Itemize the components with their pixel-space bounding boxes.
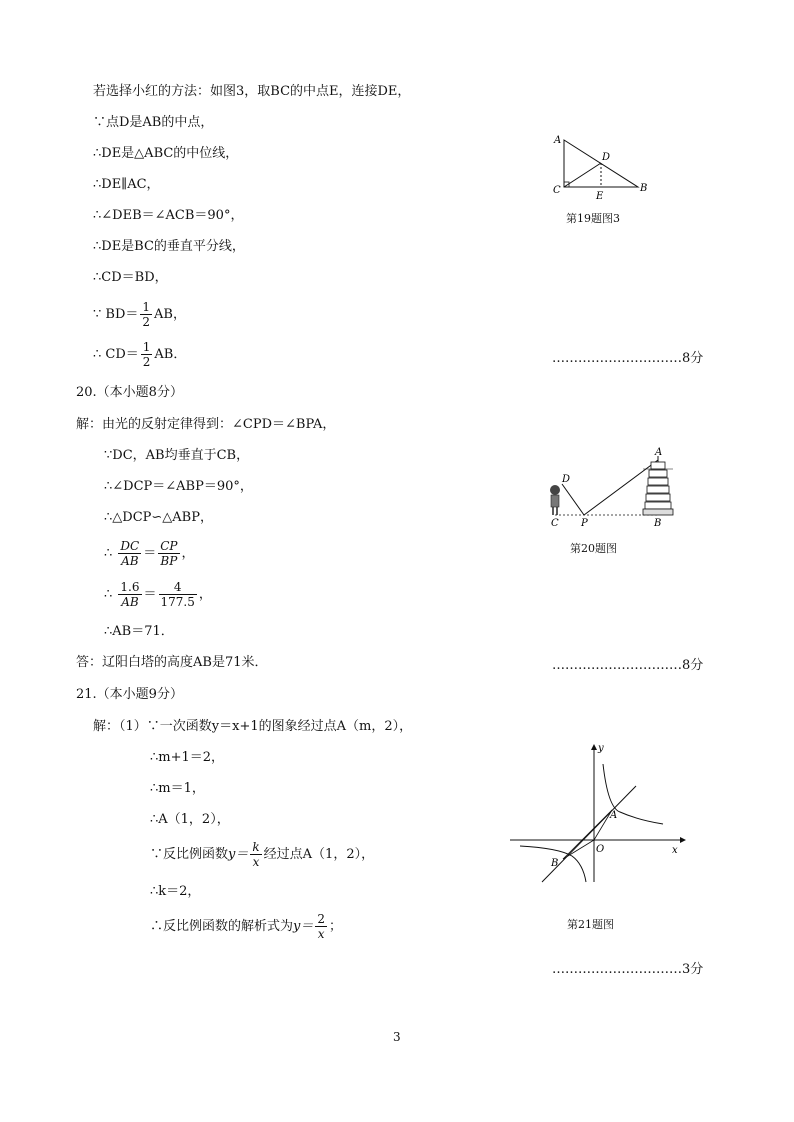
fig20-caption: 第20题图 bbox=[570, 542, 617, 555]
denominator: AB bbox=[121, 595, 139, 609]
figure-19-3 bbox=[548, 132, 658, 202]
therefore: ∴ bbox=[104, 546, 113, 561]
q19-line-9-lead: ∴ CD＝ bbox=[93, 347, 139, 362]
q21-line-7 bbox=[150, 910, 342, 944]
q21-line-4: ∴A（1，2）， bbox=[150, 812, 230, 827]
label-e: E bbox=[596, 191, 604, 202]
fraction bbox=[315, 912, 327, 941]
fraction bbox=[118, 580, 141, 609]
numerator: 1 bbox=[142, 340, 151, 354]
label-c: C bbox=[551, 518, 559, 529]
q19-line-6: ∴DE是BC的垂直平分线， bbox=[93, 239, 245, 254]
q21-line-7-tail: ； bbox=[329, 919, 343, 934]
x-axis-arrow bbox=[680, 837, 686, 843]
label-a: A bbox=[655, 447, 663, 458]
label-d: D bbox=[602, 152, 611, 163]
q19-line-5: ∴∠DEB＝∠ACB＝90°， bbox=[93, 208, 244, 223]
therefore: ∴ bbox=[104, 587, 113, 602]
q20-line-7: ∴AB＝71． bbox=[104, 624, 174, 639]
denominator: x bbox=[317, 927, 325, 941]
q19-line-8-lead: ∵ BD＝ bbox=[93, 307, 139, 322]
numerator: DC bbox=[120, 539, 140, 553]
numerator: CP bbox=[160, 539, 178, 553]
label-o: O bbox=[596, 844, 605, 855]
q19-line-7: ∴CD＝BD， bbox=[93, 270, 168, 285]
label-c: C bbox=[553, 185, 561, 196]
q19-line-9-tail: AB． bbox=[154, 347, 187, 362]
q19-score: …………………………8分 bbox=[552, 351, 704, 366]
label-p: P bbox=[581, 518, 588, 529]
q21-line-3: ∴m＝1， bbox=[150, 781, 205, 796]
q21-line-1: 解：（1）∵一次函数y＝x+1的图象经过点A（m，2）， bbox=[93, 719, 413, 734]
q21-line-5-lead: ∵反比例函数 bbox=[150, 847, 229, 862]
denominator: BP bbox=[160, 554, 178, 568]
label-b: B bbox=[654, 518, 662, 529]
y-equals: y＝ bbox=[293, 919, 314, 934]
numerator: 2 bbox=[317, 912, 326, 926]
fraction bbox=[250, 840, 261, 869]
person-icon bbox=[550, 485, 560, 515]
q21-line-2: ∴m+1＝2， bbox=[150, 750, 225, 765]
numerator: 1.6 bbox=[120, 580, 140, 594]
q20-line-1: 解：由光的反射定律得到：∠CPD＝∠BPA， bbox=[76, 417, 336, 432]
q20-answer: 答：辽阳白塔的高度AB是71米． bbox=[76, 655, 268, 670]
segment-bo bbox=[563, 840, 594, 859]
fig19-caption: 第19题图3 bbox=[566, 212, 620, 225]
fraction bbox=[159, 580, 197, 609]
denominator: 2 bbox=[142, 315, 151, 329]
q21-score: …………………………3分 bbox=[552, 962, 704, 977]
q20-line-6: ∴ $\frac{1.6}{AB}$ ＝ $\frac{4}{177.5}$ ， bbox=[104, 580, 212, 609]
segment-dp bbox=[562, 484, 584, 515]
q20-score: …………………………8分 bbox=[552, 658, 704, 673]
q19-line-8 bbox=[93, 300, 186, 330]
label-d: D bbox=[562, 474, 571, 485]
denominator: 2 bbox=[142, 355, 151, 369]
denominator: x bbox=[252, 855, 260, 869]
label-b: B bbox=[640, 183, 648, 194]
q19-line-9 bbox=[93, 340, 186, 370]
q21-heading: 21.（本小题9分） bbox=[76, 687, 183, 702]
label-y: y bbox=[598, 743, 604, 754]
q19-line-4: ∴DE∥AC， bbox=[93, 177, 160, 192]
numerator: 1 bbox=[142, 300, 151, 314]
pagoda-icon bbox=[643, 456, 673, 515]
label-b: B bbox=[551, 858, 559, 869]
numerator: k bbox=[252, 840, 260, 854]
segment-cd bbox=[564, 163, 601, 187]
denominator: 177.5 bbox=[160, 595, 195, 609]
segment-ab bbox=[563, 810, 612, 859]
y-axis-arrow bbox=[591, 744, 597, 750]
q21-line-5-tail: 经过点A（1，2）， bbox=[263, 847, 375, 862]
q20-line-4: ∴△DCP∽△ABP， bbox=[104, 510, 213, 525]
numerator: 4 bbox=[159, 580, 197, 595]
q21-line-6: ∴k＝2， bbox=[150, 884, 201, 899]
q19-line-2: ∵点D是AB的中点， bbox=[93, 115, 214, 130]
fraction bbox=[140, 300, 152, 329]
q20-line-3: ∴∠DCP＝∠ABP＝90°， bbox=[104, 479, 253, 494]
denominator: AB bbox=[121, 554, 139, 568]
q19-line-1: 若选择小红的方法：如图3，取BC的中点E，连接DE， bbox=[93, 84, 411, 99]
q21-line-5 bbox=[150, 838, 374, 872]
fraction bbox=[118, 539, 141, 568]
label-a: A bbox=[554, 135, 562, 146]
fraction bbox=[141, 340, 153, 369]
label-a: A bbox=[610, 810, 618, 821]
q19-line-8-tail: AB， bbox=[154, 307, 186, 322]
q20-line-2: ∵DC，AB均垂直于CB， bbox=[104, 448, 250, 463]
fraction bbox=[158, 539, 179, 568]
label-x: x bbox=[672, 845, 678, 856]
figure-21 bbox=[508, 742, 688, 887]
figure-20 bbox=[540, 448, 680, 530]
fig21-caption: 第21题图 bbox=[567, 918, 614, 931]
q21-line-7-lead: ∴反比例函数的解析式为 bbox=[150, 919, 294, 934]
page-number: 3 bbox=[393, 1030, 401, 1044]
y-equals: y＝ bbox=[228, 847, 249, 862]
q20-heading: 20.（本小题8分） bbox=[76, 385, 183, 400]
q20-line-5: ∴ $\frac{DC}{AB}$ ＝ $\frac{CP}{BP}$ ， bbox=[104, 539, 195, 568]
q19-line-3: ∴DE是△ABC的中位线， bbox=[93, 146, 239, 161]
